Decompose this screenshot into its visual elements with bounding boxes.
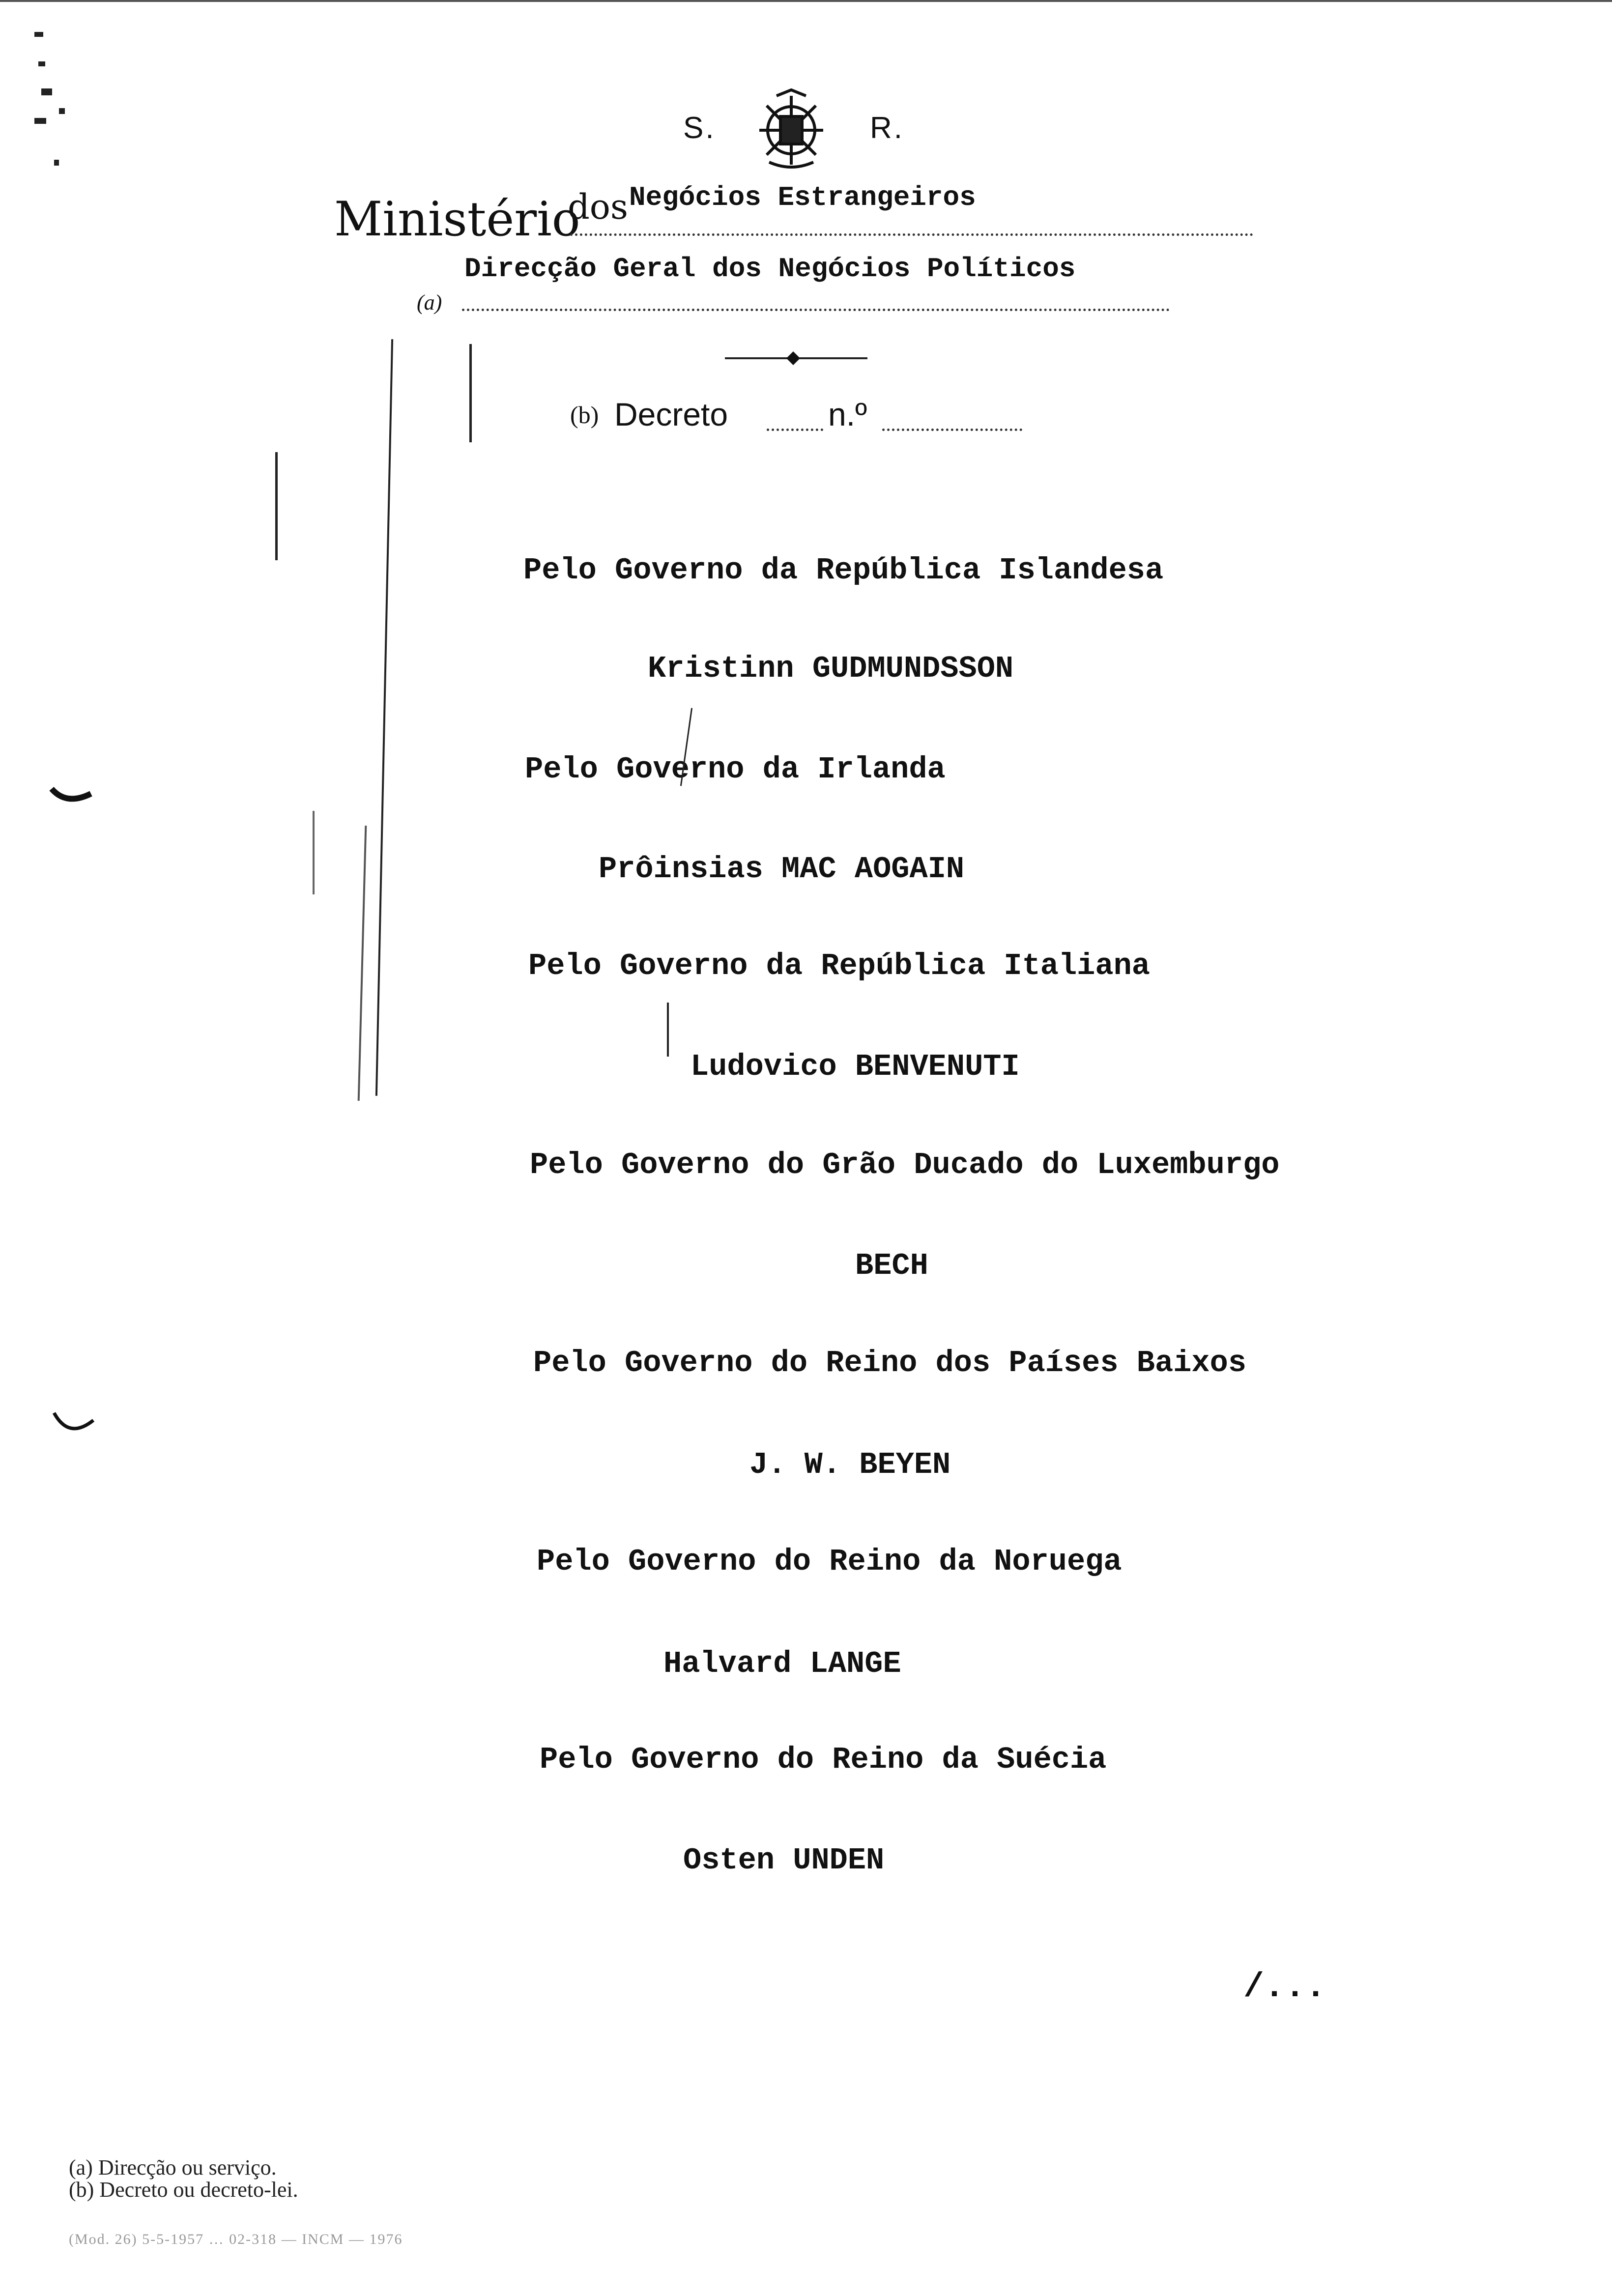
decree-label: Decreto: [614, 396, 728, 432]
scanner-mark-left-2: [47, 1406, 101, 1445]
signer-iceland: Kristinn GUDMUNDSSON: [648, 651, 1014, 686]
number-label: n.º: [828, 396, 867, 432]
signer-norway: Halvard LANGE: [663, 1646, 901, 1681]
government-line-ireland: Pelo Governo da Irlanda: [525, 752, 946, 787]
coat-of-arms-icon: [747, 86, 835, 172]
signer-luxembourg: BECH: [855, 1248, 928, 1283]
ministry-dotted-line: [570, 233, 1253, 236]
scanner-mark-left-1: [47, 781, 96, 811]
print-code: (Mod. 26) 5-5-1957 … 02-318 — INCM — 1976: [69, 2231, 403, 2247]
header-right-letter: R.: [870, 111, 904, 145]
direction-name-typed: Direcção Geral dos Negócios Políticos: [464, 253, 1076, 285]
signer-italy: Ludovico BENVENUTI: [691, 1049, 1020, 1084]
direction-dotted-line: [462, 309, 1170, 311]
margin-stroke-2: [375, 339, 393, 1096]
scanner-mark-topleft: [29, 27, 74, 170]
government-line-iceland: Pelo Governo da República Islandesa: [523, 553, 1164, 588]
number-dotted-line: [882, 429, 1022, 431]
footnote-a: (a) Direcção ou serviço.: [69, 2155, 277, 2180]
ministry-printed-label: Ministério: [334, 192, 580, 247]
government-line-netherlands: Pelo Governo do Reino dos Países Baixos: [533, 1346, 1247, 1380]
margin-stroke-3: [358, 826, 367, 1101]
footnote-b: (b) Decreto ou decreto-lei.: [69, 2178, 298, 2202]
signer-ireland: Prôinsias MAC AOGAIN: [599, 852, 965, 887]
margin-stroke-4: [469, 344, 472, 442]
signer-sweden: Osten UNDEN: [683, 1843, 885, 1878]
signer-netherlands: J. W. BEYEN: [749, 1447, 951, 1482]
margin-stroke-6: [667, 1003, 669, 1057]
ornament-line-left: [725, 357, 789, 359]
government-line-sweden: Pelo Governo do Reino da Suécia: [540, 1742, 1107, 1777]
direction-footnote-marker: (a): [417, 290, 442, 315]
decree-footnote-marker: (b): [570, 401, 599, 429]
continuation-mark: /...: [1243, 1968, 1326, 2007]
government-line-norway: Pelo Governo do Reino da Noruega: [537, 1544, 1122, 1579]
header-left-letter: S.: [683, 111, 716, 145]
government-line-luxembourg: Pelo Governo do Grão Ducado do Luxemburgo: [530, 1148, 1280, 1182]
ministry-name-typed: Negócios Estrangeiros: [629, 182, 976, 213]
decree-dotted-line: [767, 429, 823, 431]
margin-stroke-5: [313, 811, 315, 894]
ministry-connector: dos: [568, 187, 628, 227]
ornament-line-right: [799, 357, 867, 359]
top-edge-line: [0, 0, 1612, 2]
diamond-ornament-icon: [786, 351, 800, 365]
margin-stroke-1: [275, 452, 278, 560]
government-line-italy: Pelo Governo da República Italiana: [528, 948, 1151, 983]
